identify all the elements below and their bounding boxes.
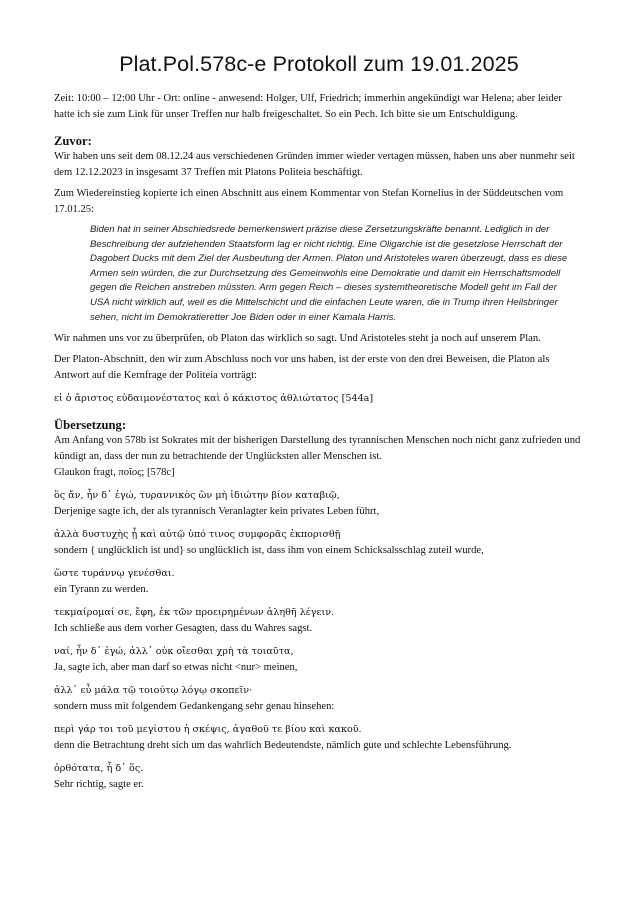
translation-pair [54, 527, 584, 559]
translation-pair [54, 683, 584, 715]
paragraph: Der Platon-Abschnitt, den wir zum Abschluss noch vor uns haben, ist der erste von den drei Beweisen, die Platon als Antwort auf die Kernfrage der Politeia vorträgt: [54, 354, 550, 382]
paragraph: Am Anfang von 578b ist Sokrates mit der bisherigen Darstellung des tyrannischen Menschen noch nicht ganz zufrieden und kündigt an, dass der nun zu betrachtende der Unglücksten aller Menschen ist. [54, 435, 581, 463]
translation-pair [54, 488, 584, 520]
paragraph: Glaukon fragt, ποῖος; [578c] [54, 467, 175, 479]
german-line: Ich schließe aus dem vorher Gesagten, dass du Wahres sagst. [54, 623, 313, 635]
greek-line: ναί, ἦν δ᾽ ἐγώ, ἀλλ᾽ οὐκ οἴεσθαι χρὴ τὰ τοιαῦτα, [54, 646, 294, 658]
greek-line: περὶ γάρ τοι τοῦ μεγίστου ἡ σκέψις, ἀγαθοῦ τε βίου καὶ κακοῦ. [54, 724, 362, 736]
document-title: Plat.Pol.578c-e Protokoll zum 19.01.2025 [119, 52, 519, 76]
section-heading-uebersetzung: Übersetzung: [54, 418, 127, 433]
greek-line: ὥστε τυράννῳ γενέσθαι. [54, 568, 175, 580]
translation-pair [54, 566, 584, 598]
german-line: Sehr richtig, sagte er. [54, 779, 144, 791]
paragraph: Wir nahmen uns vor zu überprüfen, ob Platon das wirklich so sagt. Und Aristoteles steht ja noch auf unserem Plan. [54, 333, 541, 345]
meeting-info: Zeit: 10:00 – 12:00 Uhr - Ort: online - anwesend: Holger, Ulf, Friedrich; immerhin angekündigt war Helena; aber leider hatte ich sie zum Link für unser Treffen nur halb freigeschaltet. So ein Pech. Ich bitte sie um Entschuldigung. [54, 93, 562, 120]
greek-line: ὀρθότατα, ἦ δ᾽ ὅς. [54, 763, 144, 775]
german-line: sondern { unglücklich ist und} so unglücklich ist, dass ihm von einem Schicksalsschlag zuteil wurde, [54, 545, 484, 557]
german-line: denn die Betrachtung dreht sich um das wahrlich Bedeutendste, nämlich gute und schlechte Lebensführung. [54, 740, 512, 752]
greek-line: ἀλλ᾽ εὖ μάλα τῷ τοιούτῳ λόγῳ σκοπεῖν· [54, 685, 253, 697]
section-heading-zuvor: Zuvor: [54, 134, 92, 148]
translation-pair [54, 761, 584, 793]
greek-line: ὃς ἄν, ἦν δ᾽ ἐγώ, τυραννικὸς ὢν μὴ ἰδιώτην βίον καταβιῷ, [54, 490, 340, 502]
newspaper-quote: Biden hat in seiner Abschiedsrede bemerkenswert präzise diese Zersetzungskräfte benannt. Lediglich in der Beschreibung der aufziehenden Staatsform lag er nicht richtig. Eine Oligarchie ist die gesetzlose Herrschaft der Dagobert Ducks mit dem Ziel der Ausbeutung der Armen. Platon und Aristoteles waren überzeugt, dass es diese Armen sein würden, die zur Durchsetzung des Gemeinwohls eine Demokratie und damit ein Herrschaftsmodell gegen die Reichen anstreben müssten. Arm gegen Reich – dieses systemtheoretische Modell geht im Fall der USA nicht wirklich auf, weil es die Mittelschicht und die einfachen Leute waren, die in Trump ihren Heilsbringer sehen, nicht im Demokratieretter Joe Biden oder in einer Kamala Harris. [90, 224, 568, 323]
greek-line: εἰ ὁ ἄριστος εὐδαιμονέστατος καὶ ὁ κάκιστος ἀθλιώτατος [544a] [54, 393, 374, 405]
german-line: Ja, sagte ich, aber man darf so etwas nicht <nur> meinen, [54, 662, 298, 674]
translation-pair [54, 722, 584, 754]
german-line: sondern muss mit folgendem Gedankengang sehr genau hinsehen: [54, 701, 335, 713]
german-line: Derjenige sagte ich, der als tyrannisch Veranlagter kein privates Leben führt, [54, 506, 380, 518]
translation-pair [54, 605, 584, 637]
greek-line: ἀλλὰ δυστυχὴς ᾖ καὶ αὐτῷ ὑπό τινος συμφορᾶς ἐκπορισθῇ [54, 529, 341, 541]
translation-pair [54, 644, 584, 676]
paragraph: Wir haben uns seit dem 08.12.24 aus verschiedenen Gründen immer wieder vertagen müssen, haben uns aber nunmehr seit dem 12.12.2023 in insgesamt 37 Treffen mit Platons Politeia beschäftigt. [54, 151, 575, 178]
greek-line: τεκμαίρομαί σε, ἔφη, ἐκ τῶν προειρημένων ἀληθῆ λέγειν. [54, 607, 335, 619]
german-line: ein Tyrann zu werden. [54, 584, 149, 596]
paragraph: Zum Wiedereinstieg kopierte ich einen Abschnitt aus einem Kommentar von Stefan Kornelius in der Süddeutschen vom 17.01.25: [54, 188, 564, 215]
